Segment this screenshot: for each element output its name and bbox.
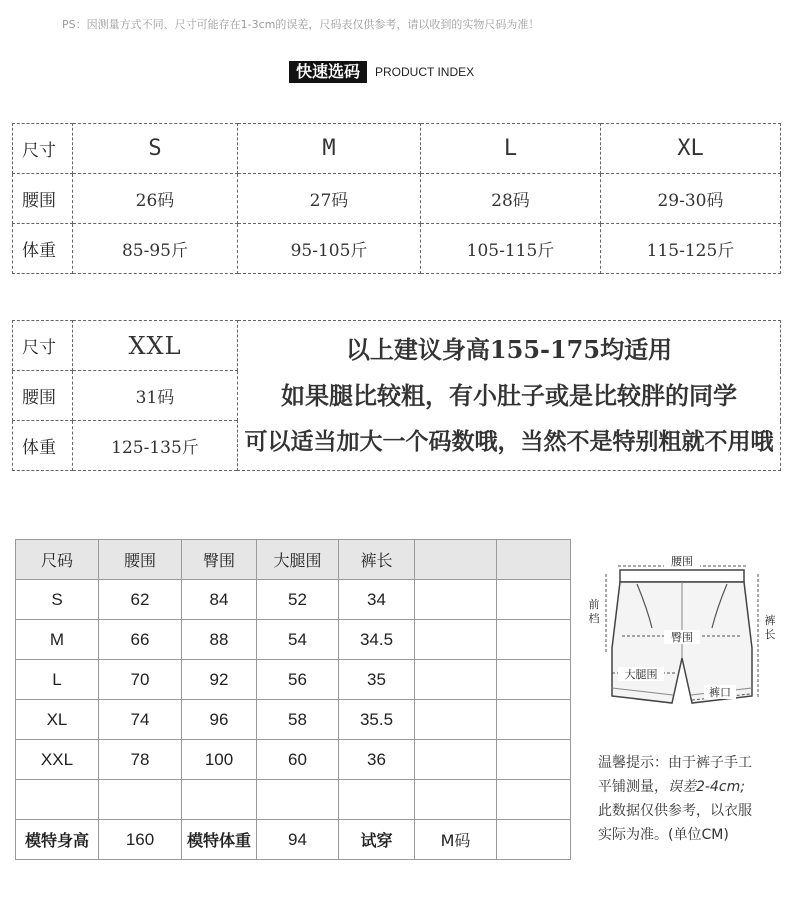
row-label: 腰围 (13, 174, 73, 224)
table-cell (415, 700, 497, 740)
table-cell: 66 (99, 620, 182, 660)
advice-line: 可以适当加大一个码数哦，当然不是特别粗就不用哦 (244, 427, 774, 455)
weight-cell: 125-135斤 (73, 421, 238, 471)
waist-cell: 31码 (73, 371, 238, 421)
table-cell: 34.5 (339, 620, 415, 660)
table-cell: XXL (16, 740, 99, 780)
table-cell: 88 (182, 620, 257, 660)
model-weight-value: 94 (257, 820, 339, 860)
weight-cell: 115-125斤 (601, 224, 781, 274)
table-cell (16, 780, 99, 820)
title-en: PRODUCT INDEX (375, 65, 475, 79)
size-cell: L (421, 124, 601, 174)
table-cell: 36 (339, 740, 415, 780)
table-cell (257, 780, 339, 820)
table-cell: 60 (257, 740, 339, 780)
tip-line: 平铺测量，误差2-4cm; (598, 779, 745, 795)
advice-line: 以上建议身高155-175均适用 (345, 334, 673, 364)
table-cell: 35 (339, 660, 415, 700)
table-cell: M (16, 620, 99, 660)
table-cell: 70 (99, 660, 182, 700)
model-info-row (16, 820, 571, 860)
tip-line: 实际为准。(单位CM) (598, 827, 729, 843)
shorts-waistband (620, 570, 744, 582)
table-cell: 62 (99, 580, 182, 620)
table-cell (415, 620, 497, 660)
table-row (16, 740, 571, 780)
front-rise-label: 档 (588, 612, 600, 625)
table-row (16, 620, 571, 660)
table-cell (182, 780, 257, 820)
table-cell: 84 (182, 580, 257, 620)
table-cell (497, 580, 571, 620)
tip-line: 温馨提示：由于裤子手工 (598, 755, 752, 771)
waist-cell: 27码 (238, 174, 421, 224)
size-cell: XXL (73, 321, 238, 371)
table-cell: XL (16, 700, 99, 740)
model-height-value: 160 (99, 820, 182, 860)
row-label: 尺寸 (13, 321, 73, 371)
table-row (13, 321, 781, 371)
table-cell: 52 (257, 580, 339, 620)
title-cn: 快速选码 (289, 61, 367, 83)
thigh-label: 大腿围 (624, 668, 658, 681)
table-cell: 54 (257, 620, 339, 660)
size-cell: M (238, 124, 421, 174)
header-cell (415, 540, 497, 580)
row-label: 体重 (13, 421, 73, 471)
header-cell: 臀围 (182, 540, 257, 580)
table-cell: L (16, 660, 99, 700)
header-cell: 腰围 (99, 540, 182, 580)
shorts-measure-diagram (582, 548, 782, 728)
table-row (13, 174, 781, 224)
table-row (16, 660, 571, 700)
hip-label: 臀围 (671, 631, 693, 644)
table-row (16, 700, 571, 740)
model-height-label: 模特身高 (16, 820, 99, 860)
table-cell: 35.5 (339, 700, 415, 740)
table-cell (415, 580, 497, 620)
row-label: 尺寸 (13, 124, 73, 174)
table-cell: 58 (257, 700, 339, 740)
weight-cell: 95-105斤 (238, 224, 421, 274)
page-title (289, 61, 474, 83)
table-cell (339, 780, 415, 820)
model-weight-label: 模特体重 (182, 820, 257, 860)
table-cell: 78 (99, 740, 182, 780)
table-row (16, 580, 571, 620)
xxl-size-table (12, 320, 781, 471)
table-row (13, 124, 781, 174)
size-cell: S (73, 124, 238, 174)
table-cell (99, 780, 182, 820)
table-row (13, 224, 781, 274)
table-cell (497, 700, 571, 740)
header-cell: 尺码 (16, 540, 99, 580)
table-cell (415, 660, 497, 700)
table-cell: 96 (182, 700, 257, 740)
waist-cell: 28码 (421, 174, 601, 224)
table-cell (497, 660, 571, 700)
weight-cell: 85-95斤 (73, 224, 238, 274)
header-cell (497, 540, 571, 580)
table-cell: 34 (339, 580, 415, 620)
table-cell (497, 620, 571, 660)
table-header-row (16, 540, 571, 580)
table-cell: 56 (257, 660, 339, 700)
measurement-tip (598, 751, 783, 847)
quick-size-table (12, 123, 781, 274)
front-rise-label: 前 (588, 598, 600, 611)
table-cell: 74 (99, 700, 182, 740)
hem-label: 裤口 (709, 686, 731, 699)
measurement-table (15, 539, 571, 860)
header-cell: 裤长 (339, 540, 415, 580)
table-cell (497, 740, 571, 780)
length-label: 长 (764, 628, 776, 641)
length-label: 裤 (764, 614, 776, 627)
waist-cell: 26码 (73, 174, 238, 224)
row-label: 腰围 (13, 371, 73, 421)
weight-cell: 105-115斤 (421, 224, 601, 274)
try-on-label: 试穿 (339, 820, 415, 860)
header-cell: 大腿围 (257, 540, 339, 580)
table-row (16, 780, 571, 820)
size-advice (238, 321, 781, 471)
table-cell (497, 780, 571, 820)
table-cell: 92 (182, 660, 257, 700)
advice-line: 如果腿比较粗，有小肚子或是比较胖的同学 (281, 380, 737, 410)
size-cell: XL (601, 124, 781, 174)
row-label: 体重 (13, 224, 73, 274)
table-cell: 100 (182, 740, 257, 780)
table-cell (415, 740, 497, 780)
disclaimer-note: PS：因测量方式不同、尺寸可能存在1-3cm的误差，尺码表仅供参考，请以收到的实物尺码为准！ (62, 18, 540, 31)
try-on-value: M码 (415, 820, 497, 860)
waist-cell: 29-30码 (601, 174, 781, 224)
table-cell (415, 780, 497, 820)
tip-line: 此数据仅供参考，以衣服 (598, 803, 752, 819)
waist-label: 腰围 (671, 555, 693, 568)
table-cell (497, 820, 571, 860)
table-cell: S (16, 580, 99, 620)
